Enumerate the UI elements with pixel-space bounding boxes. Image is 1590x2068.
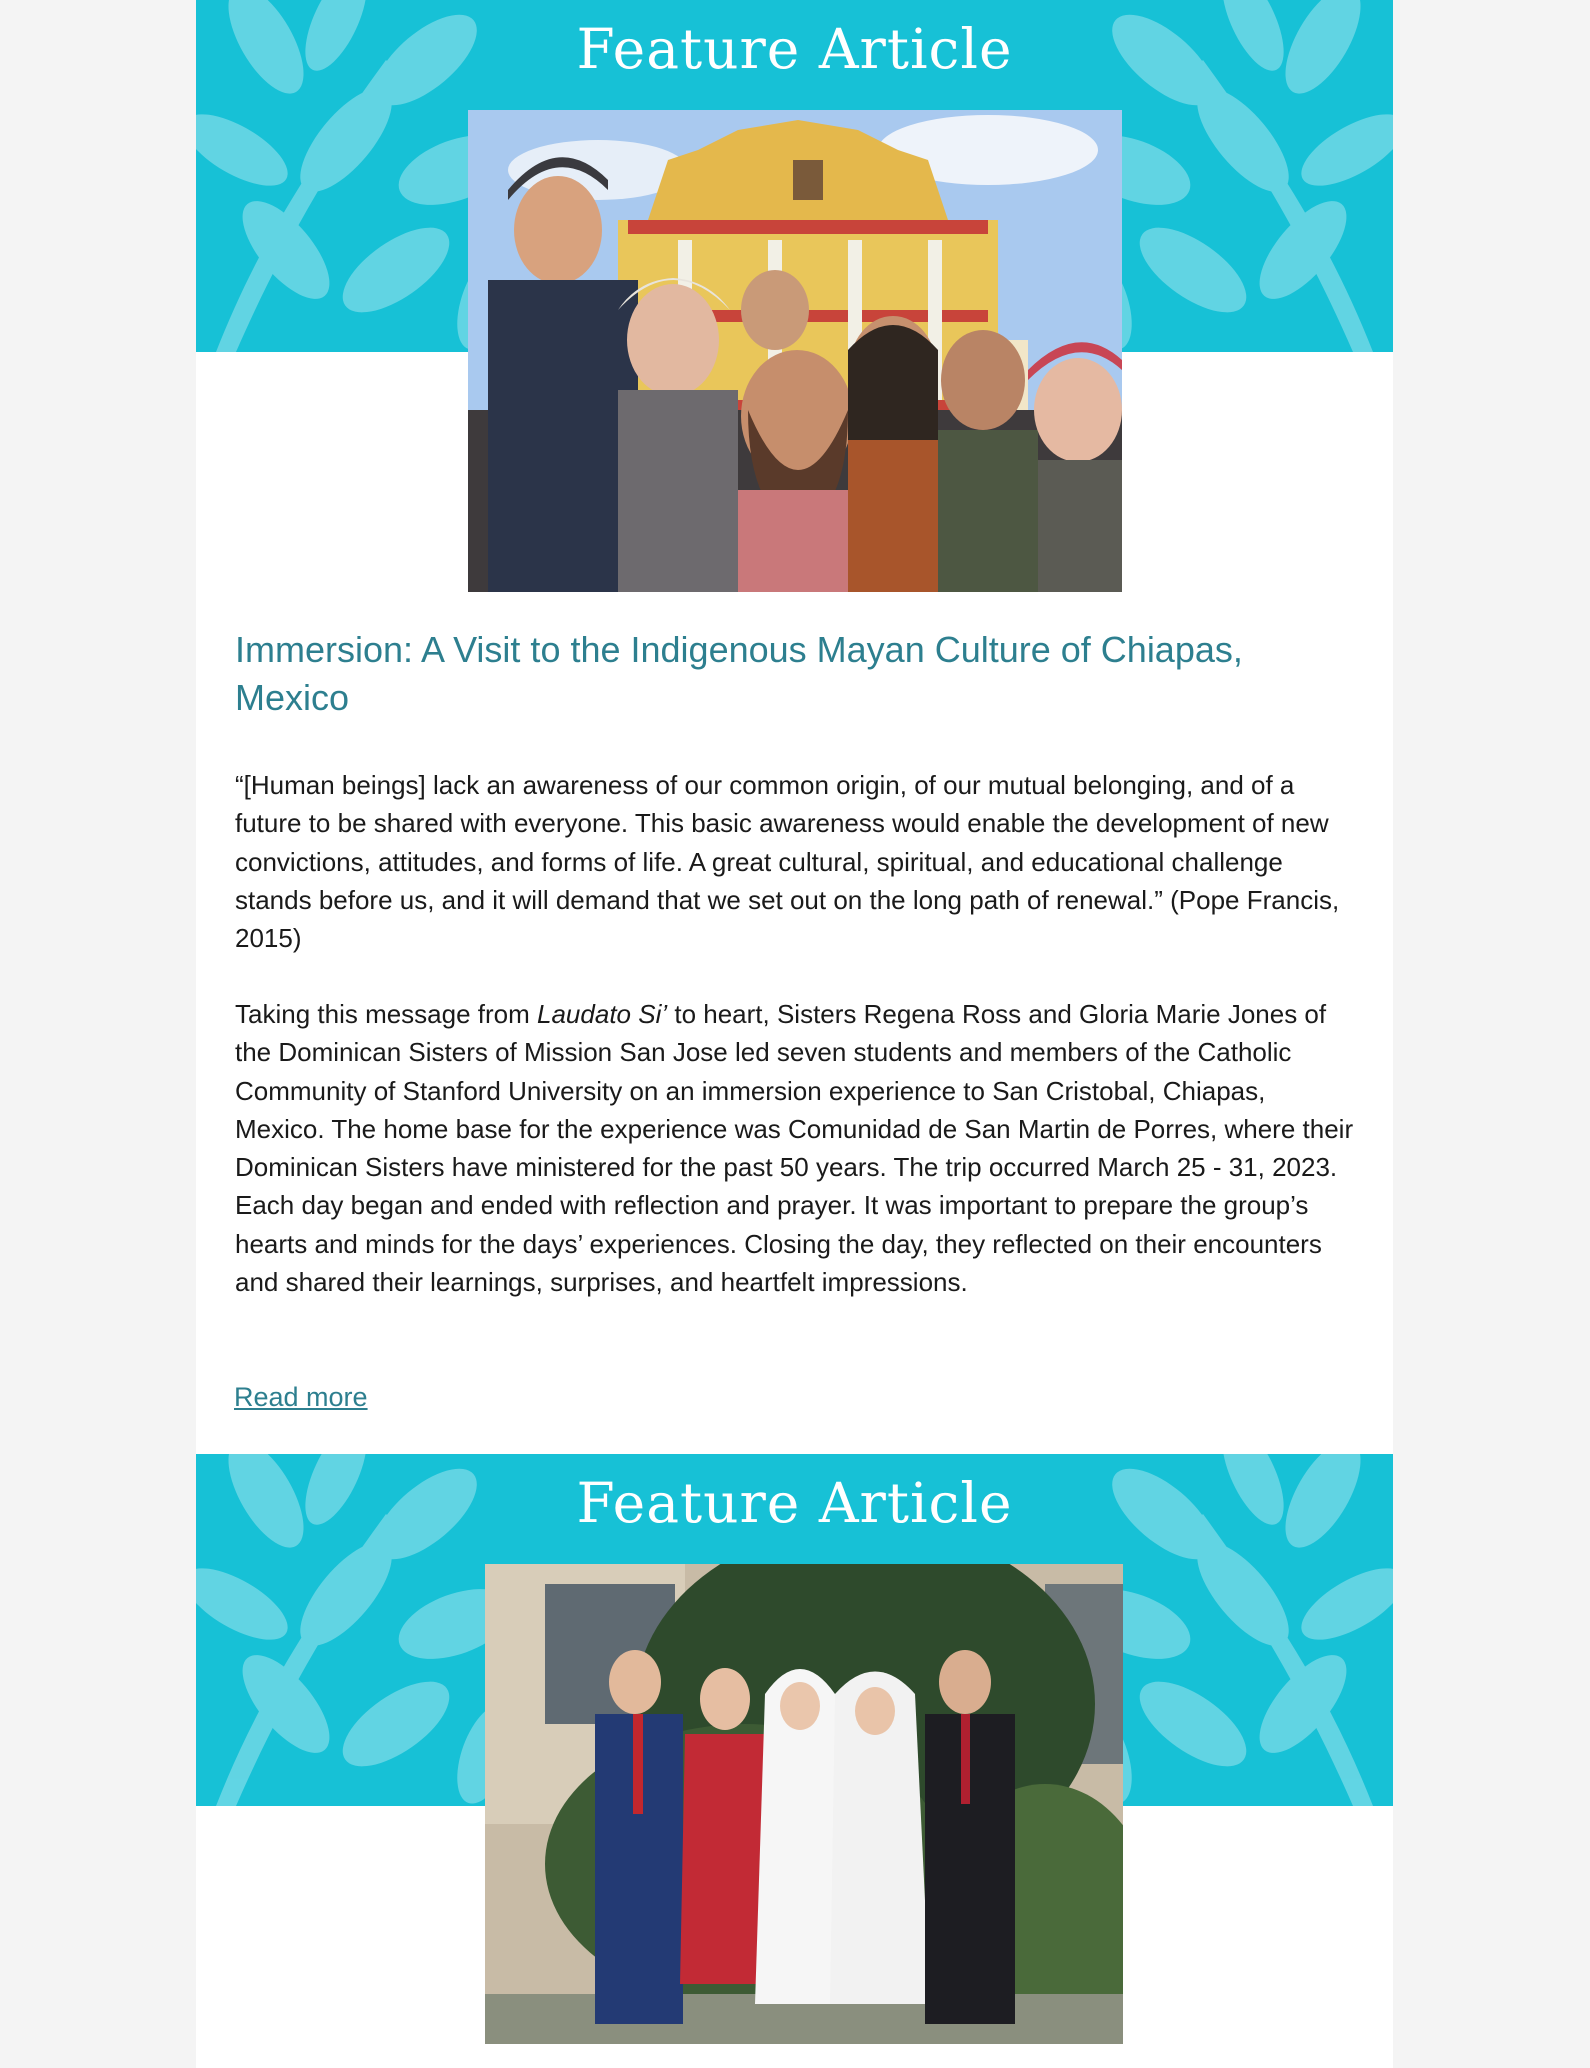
paragraph-rest: to heart, Sisters Regena Ross and Gloria Marie Jones of the Dominican Sisters of Mission San Jose led seven students and members of the Catholic Community of Stanford University on an immersion experience to San Cristobal, Chiapas, Mexico. The home base for the experience was Comunidad de San Martin de Porres, where their Dominican Sisters have ministered for the past 50 years. The trip occurred March 25 - 31, 2023. Each day began and ended with reflection and prayer. It was important to prepare the group’s hearts and minds for the days’ experiences. Closing the day, they reflected on their encounters and shared their learnings, surprises, and heartfelt impressions. xyxy=(235,999,1354,1298)
article-title: Immersion: A Visit to the Indigenous Mayan Culture of Chiapas, Mexico xyxy=(235,629,1243,718)
banner-title: Feature Article xyxy=(576,17,1013,81)
group-selfie-photo xyxy=(468,110,1122,592)
read-more-link[interactable]: Read more xyxy=(234,1382,368,1412)
article-quote: “[Human beings] lack an awareness of our common origin, of our mutual belonging, and of a future to be shared with everyone. This basic awareness would enable the development of new convictions, attitudes, and forms of life. A great cultural, spiritual, and educational challenge stands before us, and it will demand that we set out on the long path of renewal.” (Pope Francis, 2015) xyxy=(235,770,1340,954)
source-title: Laudato Si’ xyxy=(537,999,668,1029)
newsletter-page xyxy=(196,0,1393,2068)
family-group-photo xyxy=(485,1564,1123,2044)
article-paragraph xyxy=(235,995,1360,1301)
paragraph-intro: Taking this message from xyxy=(235,999,538,1029)
banner-title: Feature Article xyxy=(576,1471,1013,1535)
